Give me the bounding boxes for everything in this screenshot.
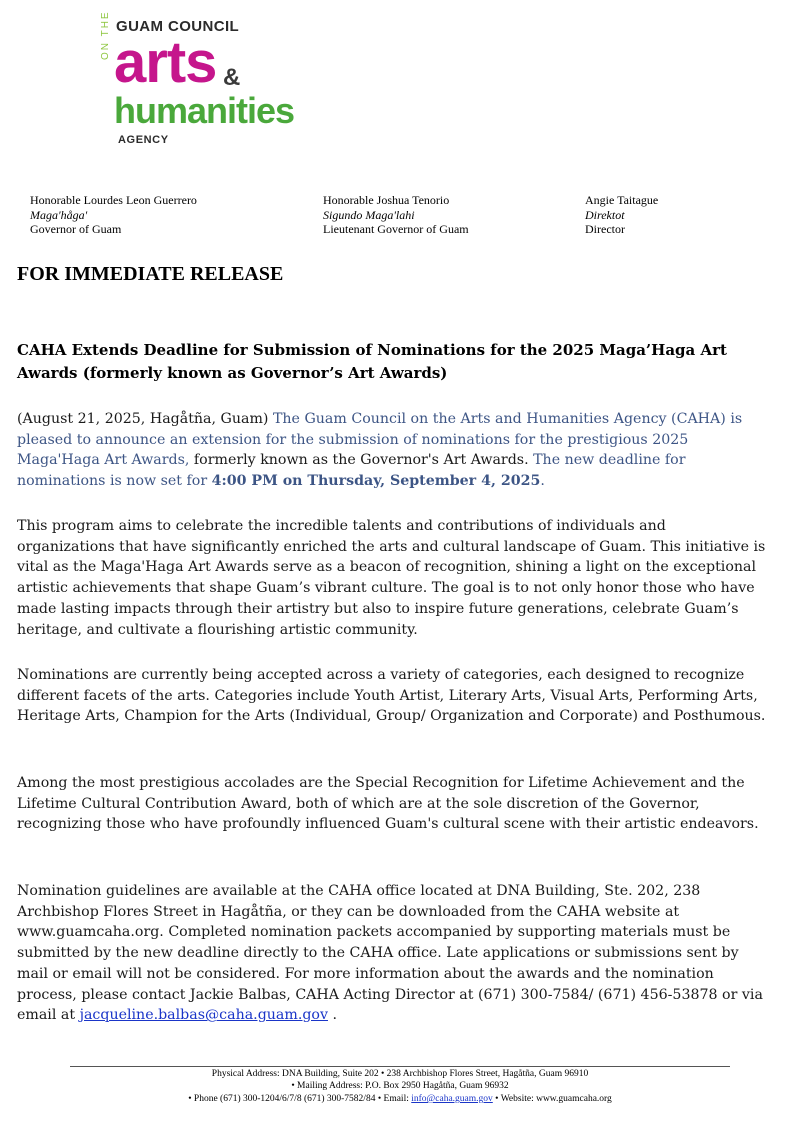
guidelines-end: . xyxy=(327,1007,338,1024)
paragraph-program-aims: This program aims to celebrate the incredible talents and contributions of individuals and organizations that have significantly enriched the arts and cultural landscape of Guam. This initiative is vital as the Maga'Haga Art Awards serve as a beacon of recognition, shining a light on the exceptional artistic achievements that shape Guam’s vibrant culture. The goal is to not only honor those who have made lasting impacts through their artistry but also to inspire future generations, celebrate Guam’s heritage, and cultivate a flourishing artistic community. xyxy=(17,518,766,638)
footer-mailing-address: • Mailing Address: P.O. Box 2950 Hagåtña, Guam 96932 xyxy=(291,1081,509,1091)
dateline: (August 21, 2025, Hagåtña, Guam) xyxy=(17,411,273,427)
deadline-date: 4:00 PM on Thursday, September 4, 2025 xyxy=(211,473,541,490)
deadline-period: . xyxy=(540,473,545,490)
footer-email-link[interactable]: info@caha.guam.gov xyxy=(411,1094,493,1104)
paragraph-announcement xyxy=(17,409,767,492)
logo-text-on-the: ON THE xyxy=(100,10,111,60)
official-lieutenant-governor xyxy=(323,193,469,237)
logo-text-ampersand: & xyxy=(223,64,241,91)
official-title: Governor of Guam xyxy=(30,222,122,236)
agency-logo xyxy=(28,0,295,168)
guidelines-text: Nomination guidelines are available at the CAHA office located at DNA Building, Ste. 202, 238 Archbishop Flores Street in Hagåtña, or they can be downloaded from the CAHA website at www.guamcaha.org. Completed nomination packets accompanied by supporting materials must be submitted by the new deadline directly to the CAHA office. Late applications or submissions sent by mail or email will not be considered. For more information about the awards and the nomination process, please contact Jackie Balbas, CAHA Acting Director at (671) 300-7584/ (671) 456-53878 or via email at xyxy=(17,883,763,1024)
footer-physical-address: Physical Address: DNA Building, Suite 202 • 238 Archbishop Flores Street, Hagåtña, Guam 96910 xyxy=(211,1069,589,1079)
footer-contact-line xyxy=(0,1093,800,1105)
paragraph-special-recognition: Among the most prestigious accolades are the Special Recognition for Lifetime Achievement and the Lifetime Cultural Contribution Award, both of which are at the sole discretion of the Governor, recognizing those who have profoundly influenced Guam's cultural scene with their artistic endeavors. xyxy=(17,775,759,833)
logo-text-agency: AGENCY xyxy=(118,134,169,146)
official-name: Honorable Lourdes Leon Guerrero xyxy=(30,193,197,207)
official-name: Honorable Joshua Tenorio xyxy=(323,193,450,207)
official-name: Angie Taitague xyxy=(585,193,659,207)
logo-text-arts: arts xyxy=(114,30,217,95)
footer-phone: • Phone (671) 300-1204/6/7/8 (671) 300-7582/84 • Email: xyxy=(188,1094,412,1104)
former-name-text: formerly known as the Governor's Art Awards. xyxy=(193,452,534,469)
footer-website: • Website: www.guamcaha.org xyxy=(492,1094,612,1104)
official-title: Director xyxy=(585,222,625,236)
official-director xyxy=(585,193,658,237)
announcement-text: The Guam Council on the Arts and Humanities Agency (CAHA) is pleased to announce an extension for the submission of nominations for the prestigious 2025 Maga'Haga Art Awards, xyxy=(17,411,743,469)
contact-email-link[interactable]: jacqueline.balbas@caha.guam.gov xyxy=(79,1007,328,1024)
logo-text-humanities: humanities xyxy=(114,90,295,131)
official-governor xyxy=(30,193,197,237)
official-title: Lieutenant Governor of Guam xyxy=(323,222,469,236)
deadline-intro: The new deadline for nominations is now set for xyxy=(17,452,686,490)
logo-text-guam-council: GUAM COUNCIL xyxy=(116,18,240,35)
official-local-title: Maga'håga' xyxy=(30,207,88,222)
release-heading: FOR IMMEDIATE RELEASE xyxy=(17,263,284,285)
paragraph-categories: Nominations are currently being accepted across a variety of categories, each designed to recognize different facets of the arts. Categories include Youth Artist, Literary Arts, Visual Arts, Performing Arts, Heritage Arts, Champion for the Arts (Individual, Group/ Organization and Corporate) and Posthumous. xyxy=(17,667,766,725)
footer-divider xyxy=(70,1066,730,1067)
press-release-title: CAHA Extends Deadline for Submission of Nominations for the 2025 Maga’Haga Art Awards (formerly known as Governor’s Art Awards) xyxy=(17,341,727,382)
paragraph-guidelines xyxy=(17,881,767,1026)
official-local-title: Sigundo Maga'lahi xyxy=(323,207,415,222)
official-local-title: Direktot xyxy=(585,207,625,222)
